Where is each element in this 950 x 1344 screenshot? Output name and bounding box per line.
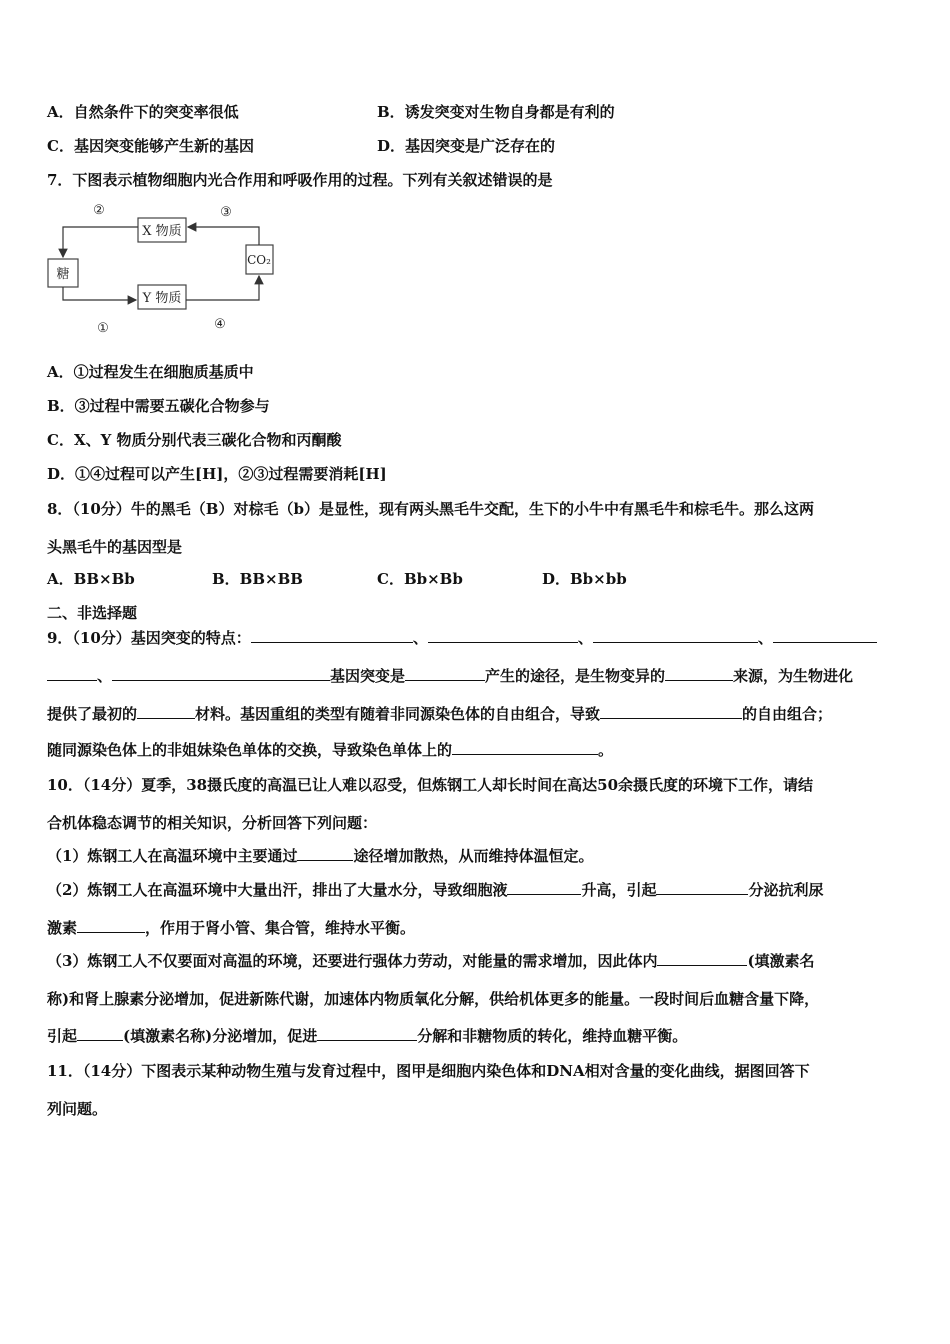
q10-sub3-line3: 引起 (填激素名称)分泌增加，促进 分解和非糖物质的转化，维持血糖平衡。 [47,1027,688,1045]
blank[interactable] [137,704,195,719]
q6-option-c: C．基因突变能够产生新的基因 [47,137,254,155]
q7-stem: 7．下图表示植物细胞内光合作用和呼吸作用的过程。下列有关叙述错误的是 [47,171,553,189]
q8-option-b: B．BB×BB [212,570,303,588]
arrow-step2 [63,227,138,257]
q6-option-b: B．诱发突变对生物自身都是有利的 [377,103,615,121]
step2-label: ② [93,203,105,218]
blank[interactable] [251,628,413,643]
blank[interactable] [507,880,581,895]
q9-line4: 随同源染色体上的非姐妹染色单体的交换，导致染色单体上的 。 [47,741,614,759]
blank[interactable] [297,846,353,861]
q8-option-c: C．Bb×Bb [377,570,463,588]
q9-line1: 9．（10分）基因突变的特点： 、 、 、 [47,628,877,648]
q7-option-d: D．①④过程可以产生[H]，②③过程需要消耗[H] [47,465,387,483]
blank[interactable] [773,628,877,643]
q10-sub2-line1: （2）炼钢工人在高温环境中大量出汗，排出了大量水分，导致细胞液 升高，引起 分泌抗利尿 [47,881,824,899]
co2-label: CO₂ [247,253,271,267]
q10-sub3-line1: （3）炼钢工人不仅要面对高温的环境，还要进行强体力劳动，对能量的需求增加，因此体内 (填激素名 [47,952,815,970]
q7-process-diagram [40,196,290,346]
q7-option-c: C．X、Y 物质分别代表三碳化合物和丙酮酸 [47,431,342,449]
blank[interactable] [77,1026,123,1041]
q8-option-d: D．Bb×bb [542,570,627,588]
blank[interactable] [428,628,578,643]
blank[interactable] [600,704,742,719]
blank[interactable] [47,666,97,681]
q10-sub2-line2: 激素 ，作用于肾小管、集合管，维持水平衡。 [47,919,416,937]
blank[interactable] [405,666,485,681]
q10-sub3-line2: 称)和肾上腺素分泌增加，促进新陈代谢，加速体内物质氧化分解，供给机体更多的能量。一段时间后血糖含量下降， [47,990,820,1008]
arrow-step4 [186,276,259,300]
arrow-step1 [63,287,136,300]
blank[interactable] [77,918,145,933]
q9-line3: 提供了最初的 材料。基因重组的类型有随着非同源染色体的自由组合，导致 的自由组合； [47,705,833,723]
blank[interactable] [656,880,748,895]
blank[interactable] [317,1026,417,1041]
step4-label: ④ [214,317,226,332]
step1-label: ① [97,321,109,336]
q10-stem-line1: 10．（14分）夏季，38摄氏度的高温已让人难以忍受，但炼钢工人却长时间在高达50余摄氏度的环境下工作，请结 [47,776,814,794]
y-substance-label: Y 物质 [142,291,182,306]
blank[interactable] [657,951,747,966]
q9-stem: 9．（10分）基因突变的特点： [47,629,251,647]
q11-stem-line2: 列问题。 [47,1100,108,1118]
q10-sub1: （1）炼钢工人在高温环境中主要通过 途径增加散热，从而维持体温恒定。 [47,847,594,865]
blank[interactable] [112,666,330,681]
q8-option-a: A．BB×Bb [47,570,135,588]
blank[interactable] [665,666,733,681]
q7-option-b: B．③过程中需要五碳化合物参与 [47,397,270,415]
blank[interactable] [452,740,598,755]
q10-stem-line2: 合机体稳态调节的相关知识，分析回答下列问题： [47,814,378,832]
q8-stem-line2: 头黑毛牛的基因型是 [47,538,183,556]
arrow-step3 [188,227,259,245]
x-substance-label: X 物质 [142,224,182,239]
blank[interactable] [593,628,758,643]
q6-option-d: D．基因突变是广泛存在的 [377,137,556,155]
q8-stem-line1: 8．（10分）牛的黑毛（B）对棕毛（b）是显性，现有两头黑毛牛交配，生下的小牛中有黑毛牛和棕毛牛。那么这两 [47,500,814,518]
q11-stem-line1: 11．（14分）下图表示某种动物生殖与发育过程中，图甲是细胞内染色体和DNA相对含量的变化曲线，据图回答下 [47,1062,810,1080]
step3-label: ③ [220,205,232,220]
sugar-label: 糖 [56,267,70,282]
q7-option-a: A．①过程发生在细胞质基质中 [47,363,254,381]
q6-option-a: A．自然条件下的突变率很低 [47,103,239,121]
q9-line2: 、 基因突变是 产生的途径，是生物变异的 来源，为生物进化 [47,666,853,686]
section-heading: 二、非选择题 [47,604,138,622]
